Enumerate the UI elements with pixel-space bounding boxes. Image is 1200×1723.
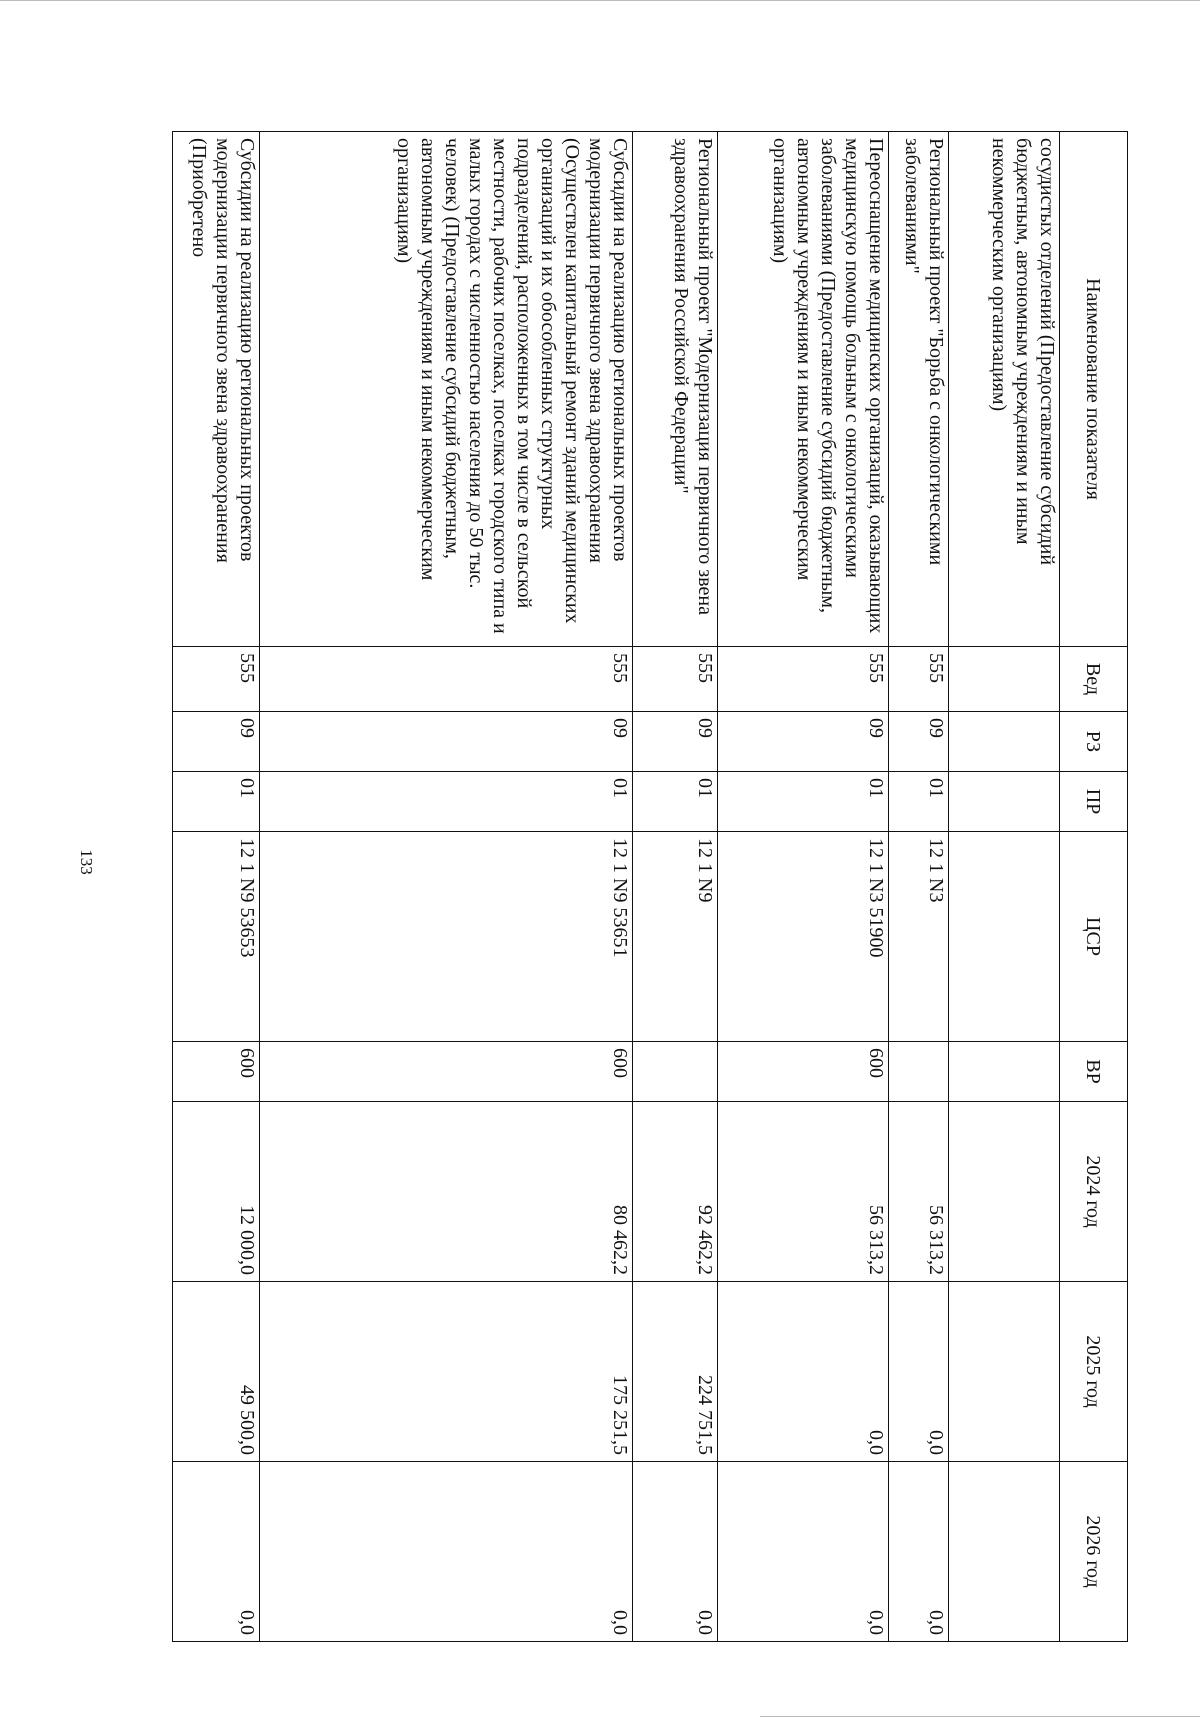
cell-rz: 09 — [717, 712, 888, 772]
cell-2025 — [948, 1282, 1059, 1462]
header-2024: 2024 год — [1060, 1102, 1128, 1282]
cell-vr — [633, 1042, 717, 1102]
header-pr: ПР — [1060, 772, 1128, 832]
cell-2026 — [948, 1462, 1059, 1642]
cell-2026: 0,0 — [888, 1462, 948, 1642]
cell-pr: 01 — [173, 772, 260, 832]
cell-csr: 12 1 N9 53653 — [173, 832, 260, 1042]
cell-rz: 09 — [633, 712, 717, 772]
cell-pr: 01 — [717, 772, 888, 832]
header-vr: ВР — [1060, 1042, 1128, 1102]
table-row — [948, 132, 1059, 1642]
cell-2025: 0,0 — [717, 1282, 888, 1462]
cell-2025: 49 500,0 — [173, 1282, 260, 1462]
scan-edge-top — [0, 0, 1200, 1]
header-2025: 2025 год — [1060, 1282, 1128, 1462]
cell-csr: 12 1 N9 53651 — [259, 832, 632, 1042]
cell-2026: 0,0 — [717, 1462, 888, 1642]
cell-csr: 12 1 N3 — [888, 832, 948, 1042]
header-2026: 2026 год — [1060, 1462, 1128, 1642]
budget-table — [172, 131, 1128, 1642]
cell-vr: 600 — [173, 1042, 260, 1102]
cell-2025: 224 751,5 — [633, 1282, 717, 1462]
cell-2024: 92 462,2 — [633, 1102, 717, 1282]
table-row — [717, 132, 888, 1642]
table-row — [259, 132, 632, 1642]
cell-vr — [948, 1042, 1059, 1102]
cell-name: Субсидии на реализацию региональных проектов модернизации первичного звена здравоохранения (Осуществлен капитальный ремонт зданий медицинских организаций и их обособленных структурных подразделений, расположенных в том числе в сельской местности, рабочих поселках, поселках городского типа и малых городах с численностью населения до 50 тыс. человек) (Предоставление субсидий бюджетным, автономным учреждениям и иным некоммерческим организациям) — [259, 132, 632, 647]
cell-name: Субсидии на реализацию региональных проектов модернизации первичного звена здравоохранения (Приобретено — [173, 132, 260, 647]
cell-2024: 80 462,2 — [259, 1102, 632, 1282]
cell-2024: 56 313,2 — [888, 1102, 948, 1282]
cell-2026: 0,0 — [633, 1462, 717, 1642]
cell-pr: 01 — [633, 772, 717, 832]
table-row — [173, 132, 260, 1642]
header-name: Наименование показателя — [1060, 132, 1128, 647]
cell-2026: 0,0 — [259, 1462, 632, 1642]
cell-vr: 600 — [717, 1042, 888, 1102]
header-ved: Вед — [1060, 647, 1128, 712]
table-row — [888, 132, 948, 1642]
cell-name: Региональный проект "Модернизация первичного звена здравоохранения Российской Федерации" — [633, 132, 717, 647]
cell-vr: 600 — [259, 1042, 632, 1102]
cell-ved: 555 — [633, 647, 717, 712]
cell-rz: 09 — [173, 712, 260, 772]
cell-pr — [948, 772, 1059, 832]
page-number: 133 — [77, 849, 96, 875]
cell-csr: 12 1 N3 51900 — [717, 832, 888, 1042]
scan-edge-bottom — [760, 1716, 1200, 1717]
cell-2026: 0,0 — [173, 1462, 260, 1642]
cell-name: Региональный проект "Борьба с онкологическими заболеваниями" — [888, 132, 948, 647]
cell-rz — [948, 712, 1059, 772]
cell-name: Переоснащение медицинских организаций, оказывающих медицинскую помощь больным с онкологическими заболеваниями (Предоставление субсидий бюджетным, автономным учреждениям и иным некоммерческим организациям) — [717, 132, 888, 647]
cell-ved: 555 — [173, 647, 260, 712]
cell-2024: 56 313,2 — [717, 1102, 888, 1282]
cell-2024 — [948, 1102, 1059, 1282]
cell-csr: 12 1 N9 — [633, 832, 717, 1042]
cell-2024: 12 000,0 — [173, 1102, 260, 1282]
cell-rz: 09 — [259, 712, 632, 772]
table-header-row — [1060, 132, 1128, 1642]
cell-ved — [948, 647, 1059, 712]
table-row — [633, 132, 717, 1642]
header-rz: РЗ — [1060, 712, 1128, 772]
cell-pr: 01 — [259, 772, 632, 832]
cell-rz: 09 — [888, 712, 948, 772]
cell-pr: 01 — [888, 772, 948, 832]
cell-ved: 555 — [888, 647, 948, 712]
cell-name: сосудистых отделений (Предоставление субсидий бюджетным, автономным учреждениям и иным некоммерческим организациям) — [948, 132, 1059, 647]
cell-csr — [948, 832, 1059, 1042]
cell-ved: 555 — [259, 647, 632, 712]
cell-vr — [888, 1042, 948, 1102]
budget-table-container — [172, 131, 1128, 1641]
header-csr: ЦСР — [1060, 832, 1128, 1042]
cell-ved: 555 — [717, 647, 888, 712]
cell-2025: 175 251,5 — [259, 1282, 632, 1462]
cell-2025: 0,0 — [888, 1282, 948, 1462]
